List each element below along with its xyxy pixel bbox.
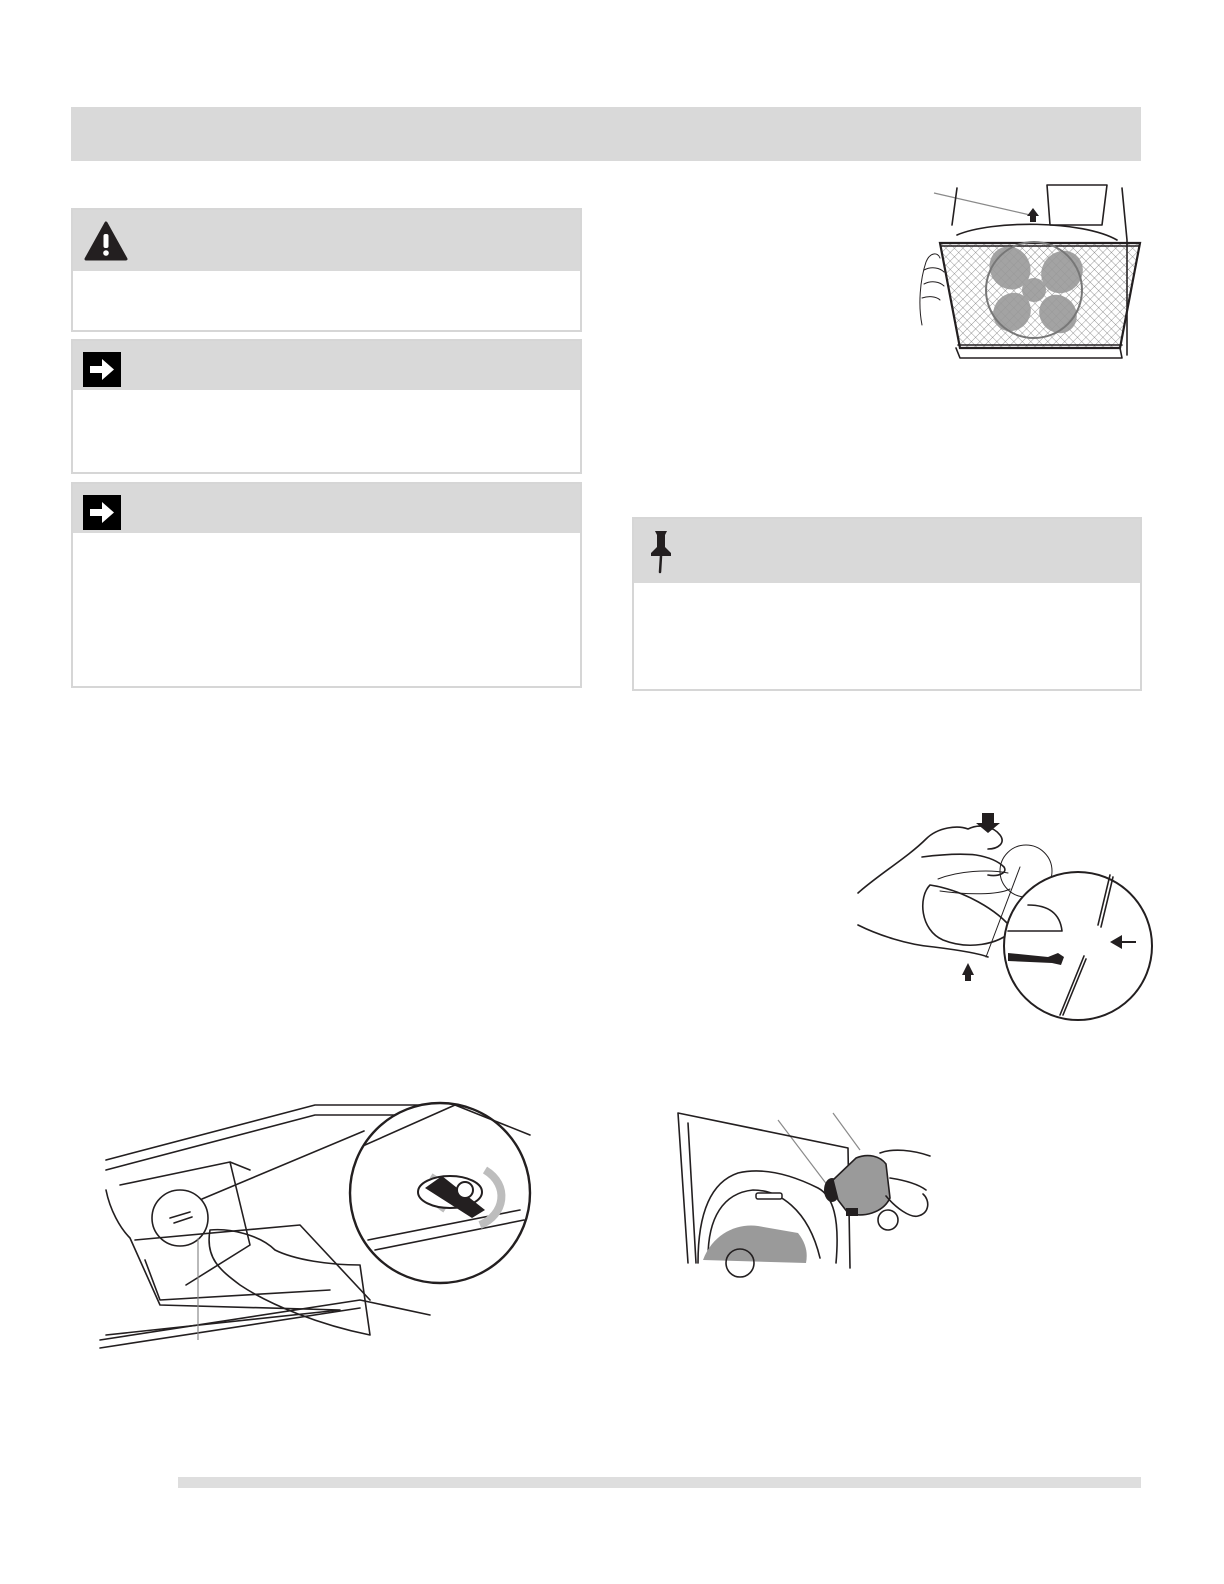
- warning-box-header: [73, 210, 580, 271]
- pushpin-icon: [646, 528, 676, 574]
- section-header-bar: [71, 107, 1141, 161]
- important-box-2-header: [73, 484, 580, 533]
- arrow-right-icon: [83, 495, 121, 530]
- warning-triangle-icon: [84, 221, 128, 261]
- arrow-right-icon: [83, 352, 121, 387]
- light-bulb-cover-illustration: [848, 805, 1168, 1025]
- important-box-1-header: [73, 341, 580, 390]
- footer-bar: [178, 1477, 1141, 1488]
- note-box: [632, 517, 1142, 691]
- important-box-1: [71, 339, 582, 474]
- bulb-replacement-illustration: [668, 1108, 938, 1278]
- important-box-2: [71, 482, 582, 688]
- knob-turn-illustration: [100, 1090, 550, 1350]
- warning-box: [71, 208, 582, 332]
- note-box-header: [634, 519, 1140, 583]
- fan-filter-illustration: [912, 180, 1152, 380]
